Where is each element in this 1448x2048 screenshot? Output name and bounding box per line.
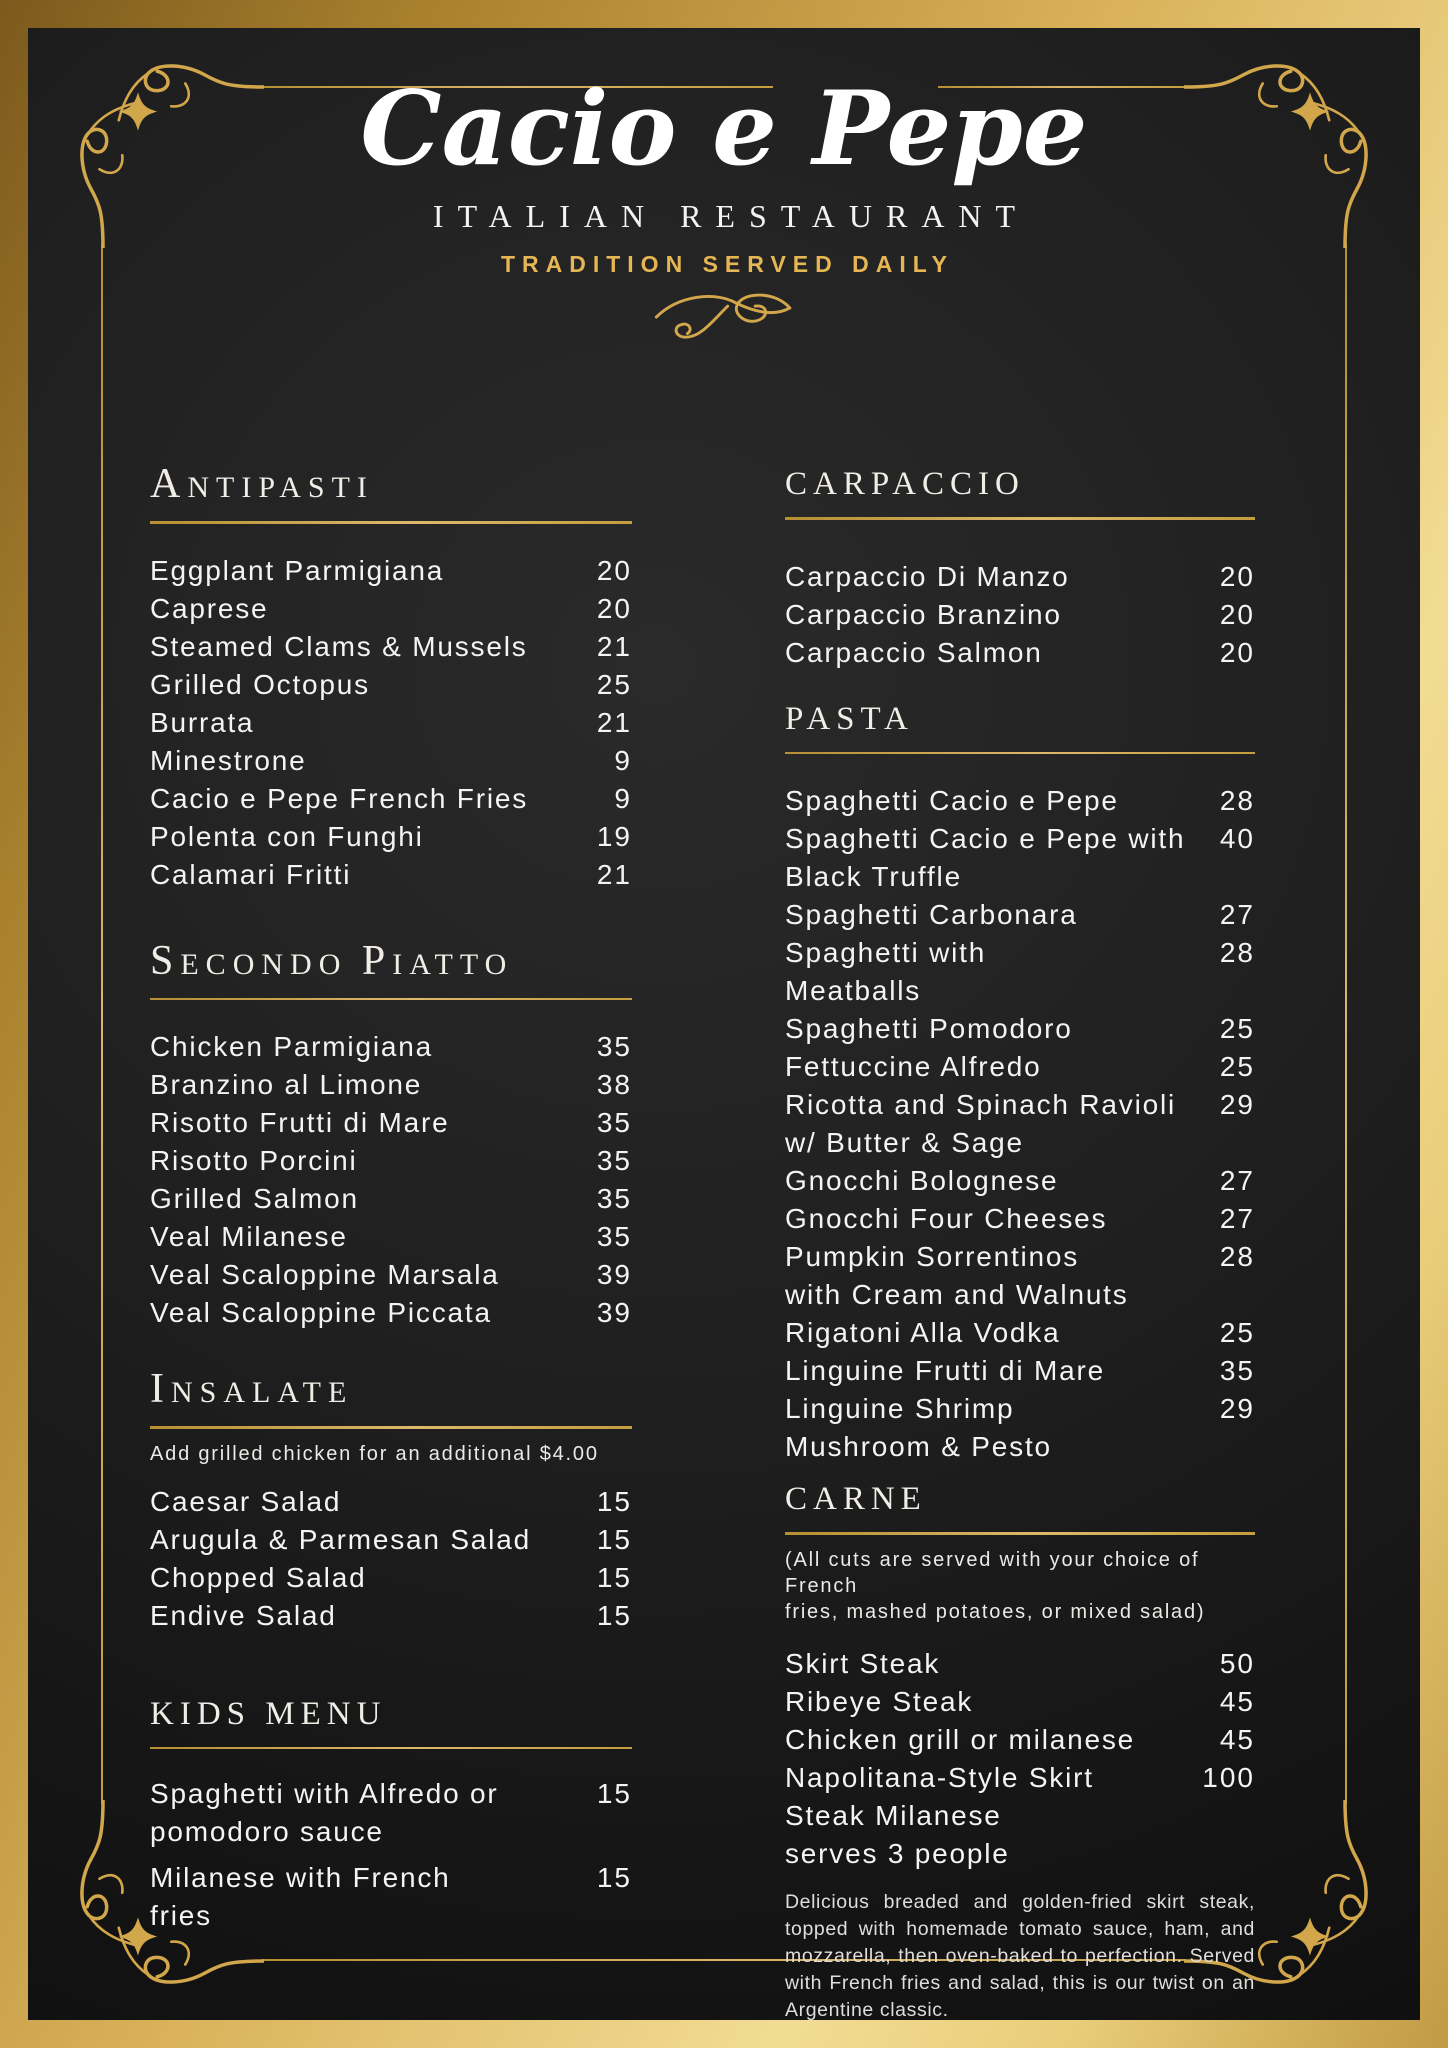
menu-item-price: 21 [596,858,632,890]
menu-item [150,1028,632,1066]
menu-item [150,1180,632,1218]
menu-item [150,1559,632,1597]
menu-item-name: Napolitana-Style Skirt Steak Milanese serves 3 people [785,1761,1094,1869]
menu-item-name: Caprese [150,592,269,624]
menu-item-name: Eggplant Parmigiana [150,554,445,586]
section-title: CARNE [785,1481,927,1517]
menu-item-name: Rigatoni Alla Vodka [785,1317,1061,1348]
menu-item-name: Minestrone [150,744,307,776]
menu-item-name: Risotto Frutti di Mare [150,1107,450,1138]
menu-item-price: 28 [1219,785,1255,816]
section-items [150,1028,632,1332]
section-title: SECONDO PIATTO [150,937,514,984]
menu-item-name: Arugula & Parmesan Salad [150,1523,531,1555]
menu-item [150,1142,632,1180]
section-title: CARPACCIO [785,466,1025,502]
menu-item-price: 35 [596,1031,632,1062]
menu-item [150,666,632,704]
menu-item-name: Spaghetti Cacio e Pepe [785,785,1119,816]
menu-item-name: Gnocchi Four Cheeses [785,1203,1108,1234]
menu-item-price: 28 [1219,1241,1255,1272]
menu-item [785,782,1255,820]
menu-item [785,596,1255,634]
menu-item-name: Linguine Shrimp Mushroom & Pesto [785,1393,1052,1462]
menu-item-price: 15 [596,1523,632,1555]
section-divider [785,517,1255,520]
menu-item-name: Spaghetti Carbonara [785,899,1078,930]
menu-item-price: 50 [1219,1647,1255,1679]
menu-item-name: Carpaccio Salmon [785,636,1043,668]
menu-item [785,558,1255,596]
menu-item-name: Carpaccio Branzino [785,598,1062,630]
menu-item [150,1859,632,1935]
menu-item-name: Chopped Salad [150,1561,367,1593]
menu-item [785,634,1255,672]
menu-item-price: 19 [596,820,632,852]
menu-item-name: Skirt Steak [785,1647,941,1679]
menu-item [785,820,1255,896]
section-items [785,1645,1255,1873]
menu-item-name: Spaghetti Cacio e Pepe with Black Truffle [785,823,1186,892]
menu-item [150,742,632,780]
menu-item-price: 20 [1219,560,1255,592]
section-divider [785,752,1255,755]
menu-item-price: 27 [1219,1165,1255,1196]
menu-item [150,1775,632,1851]
menu-item [785,1390,1255,1466]
menu-item-price: 27 [1219,899,1255,930]
menu-item-name: Grilled Salmon [150,1183,359,1214]
menu-item [785,1314,1255,1352]
menu-section-carne [785,1476,1255,2024]
section-title: ANTIPASTI [150,461,374,507]
restaurant-title: Cacio e Pepe [360,69,1088,189]
menu-item [150,552,632,590]
menu-item-price: 9 [614,782,632,814]
menu-item-name: Carpaccio Di Manzo [785,560,1070,592]
section-description: Delicious breaded and golden-fried skirt steak, topped with homemade tomato sauce, ham, and mozzarella, then oven-baked to perfection. Served with French fries and salad, this is our twist on an Argentine classic. [785,1890,1255,2021]
menu-item-price: 45 [1219,1723,1255,1755]
menu-item-price: 15 [596,1778,632,1809]
menu-item [150,856,632,894]
menu-item-name: Ricotta and Spinach Ravioli w/ Butter & Sage [785,1089,1177,1158]
menu-item-price: 38 [596,1069,632,1100]
menu-item-name: Grilled Octopus [150,668,370,700]
menu-item-name: Gnocchi Bolognese [785,1165,1059,1196]
menu-item-name: Fettuccine Alfredo [785,1051,1042,1082]
menu-item-price: 21 [596,630,632,662]
menu-item [150,818,632,856]
menu-section-secondo-piatto [150,938,632,1333]
section-title: INSALATE [150,1366,354,1412]
menu-item [785,1162,1255,1200]
menu-item-price: 29 [1219,1089,1255,1120]
menu-item-name: Calamari Fritti [150,858,352,890]
menu-item-name: Veal Scaloppine Piccata [150,1297,492,1328]
menu-item-price: 28 [1219,937,1255,968]
menu-item [150,590,632,628]
menu-item-price: 20 [1219,636,1255,668]
swirl-flourish-icon [28,286,1420,355]
section-items [150,552,632,894]
menu-item-name: Spaghetti with Alfredo or pomodoro sauce [150,1778,499,1847]
menu-item [150,1066,632,1104]
menu-item-name: Veal Scaloppine Marsala [150,1259,500,1290]
menu-item [150,1483,632,1521]
menu-column-left [150,443,632,1943]
section-note: (All cuts are served with your choice of French fries, mashed potatoes, or mixed salad) [785,1548,1206,1623]
menu-item [785,1759,1255,1873]
menu-item-name: Linguine Frutti di Mare [785,1355,1105,1386]
menu-item [150,704,632,742]
menu-item [785,1683,1255,1721]
menu-item [785,1010,1255,1048]
menu-section-kids-menu [150,1691,632,1936]
menu-item [785,1352,1255,1390]
menu-item-name: Risotto Porcini [150,1145,358,1176]
menu-item [150,780,632,818]
menu-section-insalate [150,1366,632,1635]
menu-item-price: 35 [596,1221,632,1252]
menu-item-price: 39 [596,1259,632,1290]
menu-item-name: Endive Salad [150,1599,337,1631]
menu-item-name: Milanese with French fries [150,1862,451,1931]
menu-item-price: 25 [1219,1051,1255,1082]
menu-item-name: Spaghetti with Meatballs [785,937,987,1006]
menu-item [150,1218,632,1256]
section-divider [150,1426,632,1429]
section-divider [150,998,632,1001]
menu-item [150,1597,632,1635]
menu-item-price: 9 [614,744,632,776]
menu-item [150,1256,632,1294]
menu-item [785,1645,1255,1683]
frame-left-line [101,244,103,1804]
restaurant-subtitle: ITALIAN RESTAURANT [432,198,1030,234]
section-divider [150,521,632,524]
menu-section-pasta [785,696,1255,1467]
menu-item-price: 40 [1219,823,1255,854]
menu-item-name: Caesar Salad [150,1485,342,1517]
menu-item [150,1521,632,1559]
menu-section-antipasti [150,461,632,894]
menu-item-price: 20 [596,592,632,624]
section-divider [150,1747,632,1750]
menu-item-name: Spaghetti Pomodoro [785,1013,1073,1044]
menu-item-price: 15 [596,1485,632,1517]
menu-item-price: 45 [1219,1685,1255,1717]
menu-item-price: 35 [596,1183,632,1214]
menu-card [28,28,1420,2020]
menu-item [785,1048,1255,1086]
menu-item [150,1104,632,1142]
menu-item-price: 35 [1219,1355,1255,1386]
menu-item-price: 29 [1219,1393,1255,1424]
menu-item-price: 15 [596,1862,632,1893]
menu-item-name: Ribeye Steak [785,1685,974,1717]
menu-item-name: Chicken Parmigiana [150,1031,433,1062]
menu-item-price: 25 [1219,1317,1255,1348]
menu-item-price: 35 [596,1107,632,1138]
menu-item [785,1086,1255,1162]
menu-section-carpaccio [785,461,1255,672]
menu-item [150,628,632,666]
menu-item-price: 100 [1202,1761,1255,1793]
menu-item-price: 15 [596,1599,632,1631]
restaurant-tagline: TRADITION SERVED DAILY [500,251,955,277]
menu-item-price: 20 [596,554,632,586]
menu-item-name: Veal Milanese [150,1221,348,1252]
section-divider [785,1532,1255,1535]
menu-item-price: 27 [1219,1203,1255,1234]
menu-item-price: 35 [596,1145,632,1176]
menu-item-name: Steamed Clams & Mussels [150,630,528,662]
menu-item [785,934,1255,1010]
menu-item-name: Chicken grill or milanese [785,1723,1136,1755]
menu-item-price: 15 [596,1561,632,1593]
menu-item-price: 25 [596,668,632,700]
menu-item [150,1294,632,1332]
menu-item-name: Burrata [150,706,255,738]
section-title: KIDS MENU [150,1695,387,1732]
menu-item [785,896,1255,934]
brand-header [28,69,1420,355]
menu-item [785,1238,1255,1314]
section-items [150,1775,632,1935]
section-items [785,782,1255,1466]
section-note: Add grilled chicken for an additional $4.00 [150,1442,599,1465]
menu-item-name: Cacio e Pepe French Fries [150,782,529,814]
menu-item [785,1721,1255,1759]
menu-item [785,1200,1255,1238]
menu-column-right [785,443,1255,2043]
menu-item-price: 20 [1219,598,1255,630]
menu-item-name: Pumpkin Sorrentinos with Cream and Walnuts [785,1241,1129,1310]
menu-item-price: 25 [1219,1013,1255,1044]
menu-item-name: Polenta con Funghi [150,820,424,852]
section-title: PASTA [785,700,914,737]
menu-item-price: 21 [596,706,632,738]
menu-item-name: Branzino al Limone [150,1069,423,1100]
menu-item-price: 39 [596,1297,632,1328]
section-items [150,1483,632,1635]
section-items [785,558,1255,672]
frame-right-line [1345,244,1347,1804]
